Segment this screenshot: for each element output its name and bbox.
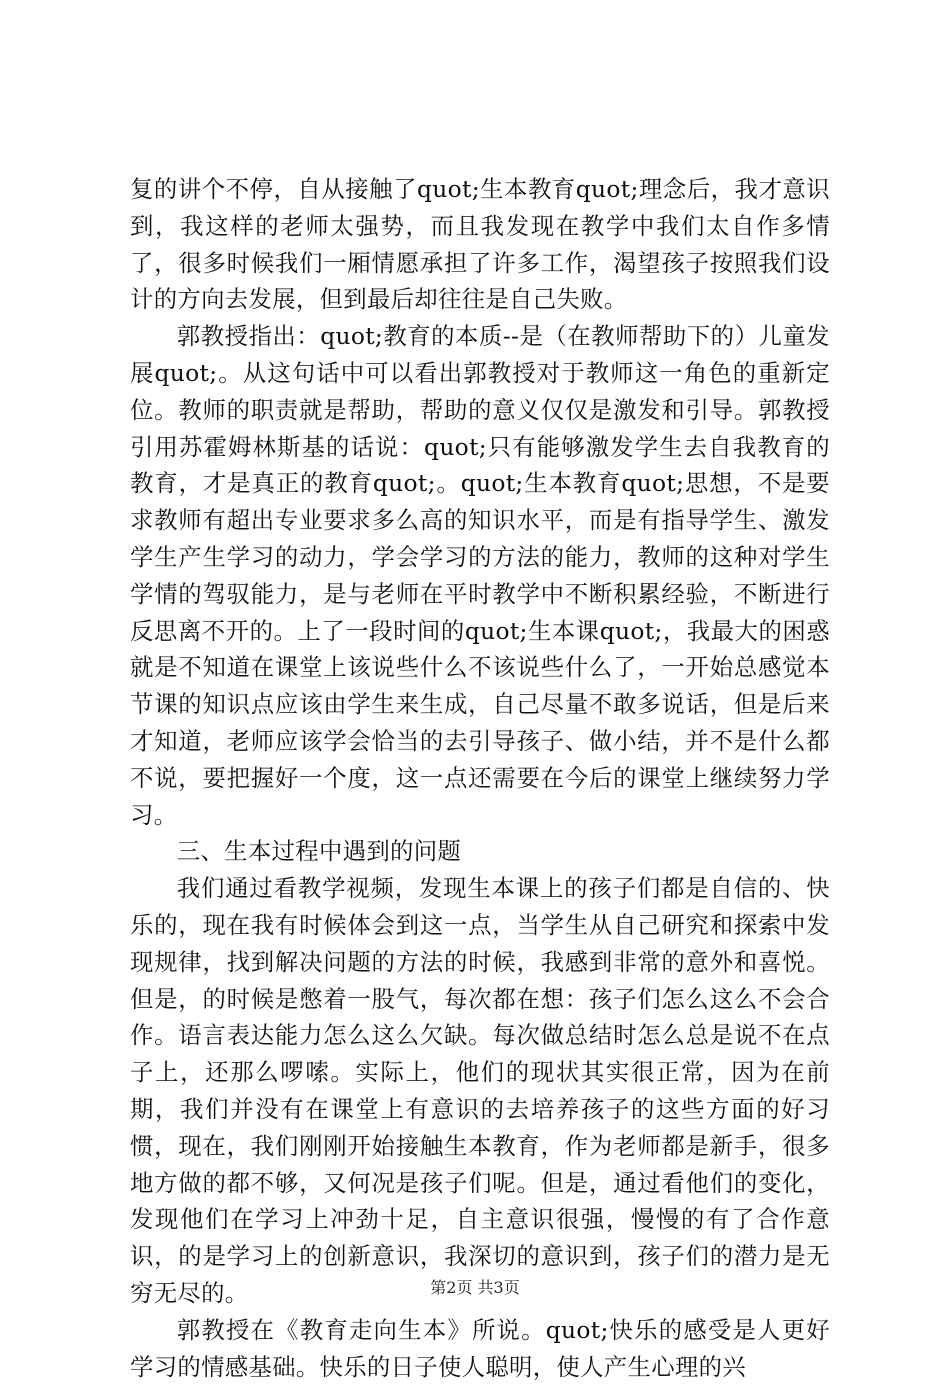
page-footer: 第2页 共3页 bbox=[430, 1278, 520, 1297]
paragraph-education-toward-student: 郭教授在《教育走向生本》所说。quot;快乐的感受是人更好学习的情感基础。快乐的日子使人聪明，使人产生心理的兴 bbox=[130, 1315, 830, 1381]
section-heading-problems: 三、生本过程中遇到的问题 bbox=[176, 837, 462, 866]
paragraph-teaching-video: 我们通过看教学视频，发现生本课上的孩子们都是自信的、快乐的，现在我有时候体会到这一点，当学生从自己研究和探索中发现规律，找到解决问题的方法的时候，我感到非常的意外和喜悦。但是，的时候是憋着一股气，每次都在想：孩子们怎么这么不会合作。语言表达能力怎么这么欠缺。每次做总结时怎么总是说不在点子上，还那么啰嗦。实际上，他们的现状其实很正常，因为在前期，我们并没有在课堂上有意识的去培养孩子的这些方面的好习惯，现在，我们刚刚开始接触生本教育，作为老师都是新手，很多地方做的都不够，又何况是孩子们呢。但是，通过看他们的变化，发现他们在学习上冲劲十足，自主意识很强，慢慢的有了合作意识，的是学习上的创新意识，我深切的意识到，孩子们的潜力是无穷无尽的。 bbox=[130, 874, 830, 1307]
paragraph-guo-professor-quote: 郭教授指出：quot;教育的本质--是（在教师帮助下的）儿童发展quot;。从这句话中可以看出郭教授对于教师这一角色的重新定位。教师的职责就是帮助，帮助的意义仅仅是激发和引导。郭教授引用苏霍姆林斯基的话说：quot;只有能够激发学生去自我教育的教育，才是真正的教育quot;。quot;生本教育quot;思想，不是要求教师有超出专业要求多么高的知识水平，而是有指导学生、激发学生产生学习的动力，学会学习的方法的能力，教师的这种对学生学情的驾驭能力，是与老师在平时教学中不断积累经验，不断进行反思离不开的。上了一段时间的quot;生本课quot;，我最大的困惑就是不知道在课堂上该说些什么不该说些什么了，一开始总感觉本节课的知识点应该由学生来生成，自己尽量不敢多说话，但是后来才知道，老师应该学会恰当的去引导孩子、做小结，并不是什么都不说，要把握好一个度，这一点还需要在今后的课堂上继续努力学习。 bbox=[130, 322, 830, 829]
paragraph-continued: 复的讲个不停，自从接触了quot;生本教育quot;理念后，我才意识到，我这样的老师太强势，而且我发现在教学中我们太自作多情了，很多时候我们一厢情愿承担了许多工作，渴望孩子按照我们设计的方向去发展，但到最后却往往是自己失败。 bbox=[130, 175, 830, 314]
body-text bbox=[130, 171, 830, 1385]
